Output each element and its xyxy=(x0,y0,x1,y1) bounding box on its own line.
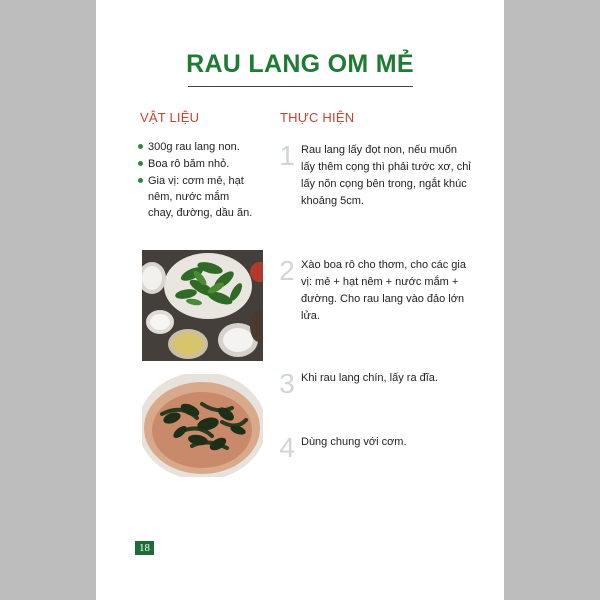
ingredients-heading: VẬT LIỆU xyxy=(140,110,200,125)
recipe-title: RAU LANG OM MẺ xyxy=(186,50,414,78)
ingredient-item: Boa rô băm nhỏ. xyxy=(136,156,256,172)
step-text: Xào boa rô cho thơm, cho các gia vị: mẻ + hạt nêm + nước mắm + đường. Cho rau lang vào đảo lớn lửa. xyxy=(301,259,466,322)
finished-dish-photo xyxy=(142,374,263,477)
bullet-icon xyxy=(138,178,143,183)
ingredient-item: Gia vị: cơm mẻ, hạt nêm, nước mắm chay, đường, dầu ăn. xyxy=(136,173,256,221)
step-text: Rau lang lấy đọt non, nếu muốn lấy thêm cọng thì phải tước xơ, chỉ lấy nõn cọng bên trong, ngắt khúc khoảng 5cm. xyxy=(301,144,471,207)
step-text: Dùng chung với cơm. xyxy=(301,436,407,448)
page-number: 18 xyxy=(135,541,154,555)
title-underline xyxy=(188,86,413,87)
ingredient-item: 300g rau lang non. xyxy=(136,139,256,155)
step-number: 4 xyxy=(279,432,295,463)
ingredients-photo xyxy=(142,250,263,361)
instructions-heading: THỰC HIỆN xyxy=(280,110,355,125)
recipe-page xyxy=(96,0,504,600)
bullet-icon xyxy=(138,144,143,149)
right-margin xyxy=(504,0,600,600)
bullet-icon xyxy=(138,161,143,166)
step-number: 1 xyxy=(279,140,295,171)
step-text: Khi rau lang chín, lấy ra đĩa. xyxy=(301,372,438,384)
step-number: 2 xyxy=(279,255,295,286)
ingredients-list xyxy=(136,139,256,222)
left-margin xyxy=(0,0,96,600)
step-number: 3 xyxy=(279,368,295,399)
